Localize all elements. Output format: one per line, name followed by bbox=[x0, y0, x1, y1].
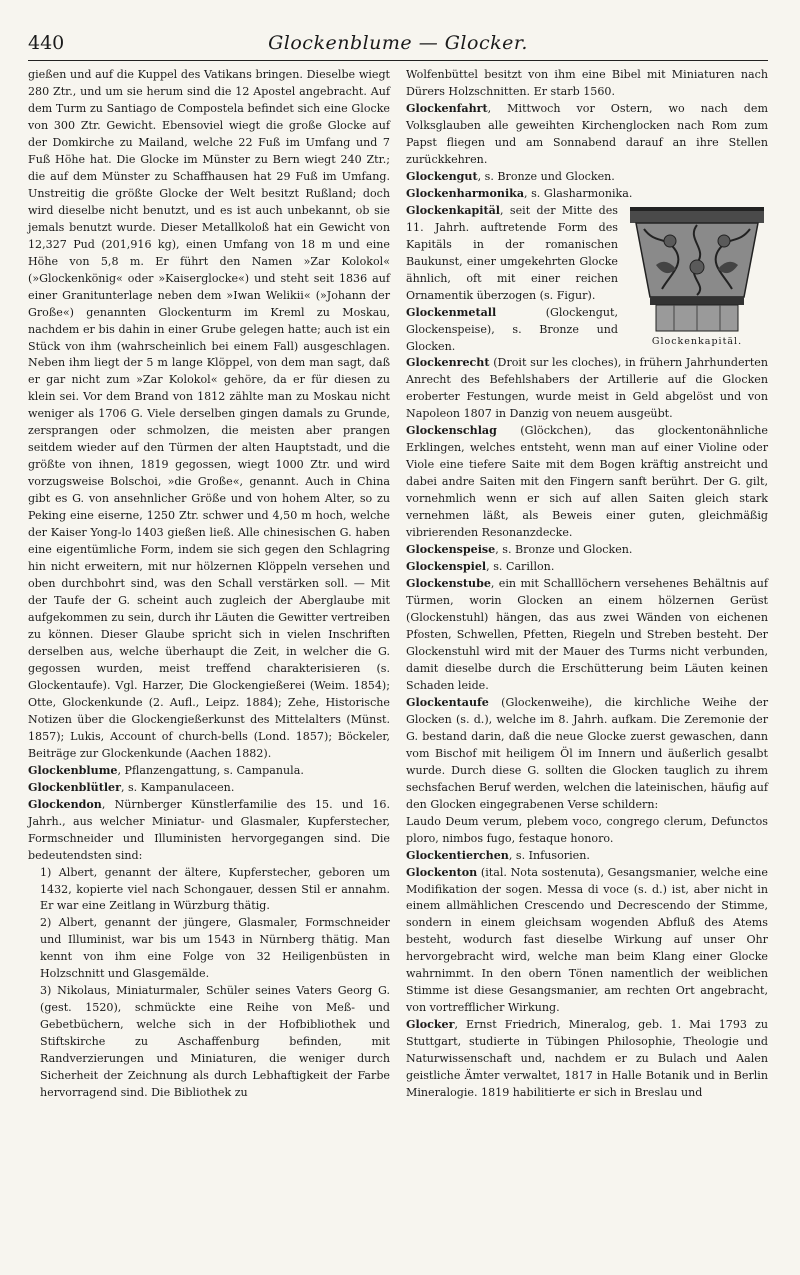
entry-headword: Glockenspeise bbox=[406, 543, 496, 557]
entry-headword: Glockenblume bbox=[28, 763, 118, 777]
entry-headword: Glockenspiel bbox=[406, 560, 487, 574]
dictionary-entry bbox=[406, 865, 768, 1018]
entry-headword: Glockentierchen bbox=[406, 848, 509, 862]
dictionary-entry bbox=[406, 423, 768, 542]
entry-text: , Nürnberger Künstlerfamilie des 15. und 16. Jahrh., aus welcher Miniatur- und Glasmaler, Kupferstecher, Formschneider und Illuministen hervorgegangen sind. Die bedeutendsten sind: bbox=[28, 797, 390, 862]
dictionary-entry bbox=[28, 797, 390, 865]
entry-headword: Glocker bbox=[406, 1018, 455, 1032]
entry-text: Laudo Deum verum, plebem voco, congrego clerum, Defunctos ploro, nimbos fugo, festaque honoro. bbox=[406, 814, 768, 845]
entry-headword: Glockenmetall bbox=[406, 305, 497, 319]
entry-headword: Glockenschlag bbox=[406, 424, 497, 438]
dictionary-entry bbox=[406, 169, 768, 186]
dictionary-entry bbox=[406, 186, 768, 203]
entry-text: (Glockenweihe), die kirchliche Weihe der Glocken (s. d.), welche im 8. Jahrh. aufkam. Die Zeremonie der G. bestand darin, daß die neue Glocke zuerst gewaschen, dann vom Bischof mit heiligem Öl im Innern und äußerlich gesalbt wurde. Durch diese G. sollten die Glocken tauglich zu ihrem sechsfachen Beruf werden, welchen die lateinischen, häufig auf den Glocken eingegrabenen Verse schildern: bbox=[406, 695, 768, 811]
entry-text: (Glöckchen), das glockentonähnliche Erklingen, welches entsteht, wenn man auf einer Violine oder Viole eine tiefere Saite mit dem Bogen kräftig anstreicht und dabei andre Saiten mit den Fingern sanft berührt. Der G. gilt, vornehmlich wenn er sich auf allen Saiten gleich stark vernehmen läßt, als Beweis einer guten, gleichmäßig vibrierenden Resonanzdecke. bbox=[406, 424, 768, 540]
page-header bbox=[28, 30, 768, 61]
page-number: 440 bbox=[28, 32, 65, 54]
figure-caption: Glockenkapitäl. bbox=[651, 335, 743, 347]
entry-text: 3) Nikolaus, Miniaturmaler, Schüler seines Vaters Georg G. (gest. 1520), schmückte eine Reihe von Meß- und Gebetbüchern, welche sich in der Hofbibliothek und Stiftskirche zu Aschaffenburg befinden, mit Randverzierungen und Miniaturen, die weniger durch Sicherheit der Zeichnung als durch Lebhaftigkeit der Farbe hervorragend sind. Die Bibliothek zu bbox=[40, 984, 390, 1100]
left-column bbox=[28, 67, 390, 1102]
entry-headword: Glockengut bbox=[406, 169, 478, 183]
entry-text: (Droit sur les cloches), in frühern Jahrhunderten Anrecht des Befehlshabers der Artillerie auf die Glocken eroberter Festungen, wurde meist in Geld abgelöst und von Napoleon 1807 in Danzig von neuem ausgeübt. bbox=[406, 356, 768, 421]
entry-headword: Glockenfahrt bbox=[406, 101, 488, 115]
capital-figure bbox=[626, 205, 768, 350]
text-paragraph bbox=[28, 865, 390, 916]
entry-headword: Glockenharmonika bbox=[406, 186, 525, 200]
entry-text: , s. Infusorien. bbox=[508, 848, 590, 862]
text-paragraph bbox=[406, 814, 768, 848]
entry-text: (ital. Nota sostenuta), Gesangsmanier, welche eine Modifikation der sogen. Messa di voce (s. d.) ist, aber nicht in einem allmählichen Crescendo und Decrescendo der Stimme, sondern in einem gleichsam wogenden Abfluß des Atems besteht, wodurch fast dieselbe Wirkung auf unser Ohr hervorgebracht wird, welche man beim Klang einer Glocke wahrnimmt. In den obern Tönen namentlich der weiblichen Stimme ist diese Gesangsmanier, am rechten Ort angebracht, von vortrefflicher Wirkung. bbox=[406, 865, 768, 1015]
right-column bbox=[406, 67, 768, 1102]
text-paragraph bbox=[406, 67, 768, 101]
entry-headword: Glockenrecht bbox=[406, 356, 490, 370]
dictionary-entry bbox=[406, 695, 768, 814]
dictionary-entry bbox=[28, 780, 390, 797]
entry-headword: Glockenton bbox=[406, 865, 478, 879]
entry-text: , s. Bronze und Glocken. bbox=[477, 169, 615, 183]
dictionary-entry bbox=[406, 848, 768, 865]
entry-text: , s. Bronze und Glocken. bbox=[495, 543, 633, 557]
entry-text: , Mittwoch vor Ostern, wo nach dem Volksglauben alle geweihten Kirchenglocken nach Rom zum Papst fliegen und am Sonnabend darauf an ihre Stellen zurückkehren. bbox=[406, 101, 768, 166]
dictionary-entry bbox=[406, 559, 768, 576]
entry-text: Wolfenbüttel besitzt von ihm eine Bibel mit Miniaturen nach Dürers Holzschnitten. Er starb 1560. bbox=[406, 68, 768, 98]
dictionary-entry bbox=[406, 355, 768, 423]
entry-headword: Glockentaufe bbox=[406, 695, 489, 709]
text-columns bbox=[28, 67, 768, 1102]
entry-text: 2) Albert, genannt der jüngere, Glasmaler, Formschneider und Illuminist, war bis um 1543 in Nürnberg thätig. Man kennt von ihm eine Folge von 32 Heiligenbüsten in Holzschnitt und Glasgemälde. bbox=[40, 916, 390, 981]
running-head: Glockenblume — Glocker. bbox=[268, 32, 528, 54]
entry-text: , Pflanzengattung, s. Campanula. bbox=[117, 763, 304, 777]
entry-text: , seit der Mitte des 11. Jahrh. auftretende Form des Kapitäls in der romanischen Baukunst, einer umgekehrten Glocke ähnlich, oft mit einer reichen Ornamentik überzogen (s. Figur). bbox=[406, 203, 618, 302]
entry-headword: Glockendon bbox=[28, 797, 102, 811]
entry-text: , s. Carillon. bbox=[486, 560, 555, 574]
entry-text: , s. Kampanulaceen. bbox=[120, 780, 235, 794]
dictionary-entry bbox=[406, 1017, 768, 1102]
entry-text: , s. Glasharmonika. bbox=[524, 186, 633, 200]
entry-text: gießen und auf die Kuppel des Vatikans bringen. Dieselbe wiegt 280 Ztr., und um sie herum sind die 12 Apostel angebracht. Auf dem Turm zu Santiago de Compostela befindet sich eine Glocke von 300 Ztr. Gewicht. Ebensoviel wiegt die große Glocke auf der Domkirche zu Mailand, welche 22 Fuß im Umfang und 7 Fuß Höhe hat. Die Glocke im Münster zu Bern wiegt 240 Ztr.; die auf dem Münster zu Schaffhausen hat 29 Fuß im Umfang. Unstreitig die größte Glocke der Welt besitzt Rußland; doch wird dieselbe nicht benutzt, und es ist auch unbekannt, ob sie jemals benutzt wurde. Dieser Metallkoloß hat ein Gewicht von 12,327 Pud (201,916 kg), einen Umfang von 18 m und eine Höhe von 5,8 m. Er führt den Namen »Zar Kolokol« (»Glockenkönig« oder »Kaiserglocke«) und steht seit 1836 auf einer Granitunterlage neben dem »Iwan Welikii« (»Johann der Große«) genannten Glockenturm im Kreml zu Moskau, nachdem er bis dahin in einer Grube gelegen hatte; auch ist ein Stück von ihm (wahrscheinlich bei einem Fall) ausgeschlagen. Neben ihm liegt der 5 m lange Klöppel, von dem man sagt, daß er gar nicht zum »Zar Kolokol« gehöre, da er für diesen zu klein sei. Vor dem Brand von 1812 zählte man zu Moskau nicht weniger als 1706 G. Viele derselben gingen damals zu Grunde, zersprangen oder schmolzen, die meisten aber prangen seitdem wieder auf den Türmen der alten Hauptstadt, und die größte von ihnen, 1819 gegossen, wiegt 1000 Ztr. und wird vorzugsweise Bolschoi, »die Große«, genannt. Auch in China gibt es G. von ansehnlicher Größe und von hohem Alter, so zu Peking eine eiserne, 1250 Ztr. schwer und 4,50 m hoch, welche der Kaiser Yong-lo 1403 gießen ließ. Alle chinesischen G. haben eine eigentümliche Form, indem sie sich gegen den Schlagring hin nicht erweitern, mit nur hölzernen Klöppeln versehen und oben durchbohrt sind, was den Schall verstärken soll. — Mit der Taufe der G. scheint auch zugleich der Aberglaube mit aufgekommen zu sein, durch ihr Läuten die Gewitter vertreiben zu können. Dieser Glaube spricht sich in vielen Inschriften derselben aus, welche überhaupt die Zeit, in welcher die G. gegossen wurden, meist treffend charakterisieren (s. Glockentaufe). Vgl. Harzer, Die Glockengießerei (Weim. 1854); Otte, Glockenkunde (2. Aufl., Leipz. 1884); Zehe, Historische Notizen über die Glockengießerkunst des Mittelalters (Münst. 1857); Lukis, Account of church-bells (Lond. 1857); Böckeler, Beiträge zur Glockenkunde (Aachen 1882). bbox=[28, 68, 390, 760]
entry-text: , ein mit Schalllöchern versehenes Behältnis auf Türmen, worin Glocken an einem hölzernen Gerüst (Glockenstuhl) hängen, das aus zwei Wänden von eichenen Pfosten, Schwellen, Pfetten, Riegeln und Streben besteht. Der Glockenstuhl wird mit der Mauer des Turms nicht verbunden, damit dieselbe durch die Erschütterung beim Läuten keinen Schaden leide. bbox=[406, 577, 768, 692]
entry-headword: Glockenkapitäl bbox=[406, 203, 501, 217]
entry-text: , Ernst Friedrich, Mineralog, geb. 1. Mai 1793 zu Stuttgart, studierte in Tübingen Philosophie, Theologie und Naturwissenschaft und, nachdem er zu Bulach und Aalen geistliche Ämter verwaltet, 1817 in Halle Botanik und in Berlin Mineralogie. 1819 habilitierte er sich in Breslau und bbox=[406, 1018, 768, 1100]
text-paragraph bbox=[28, 983, 390, 1102]
dictionary-entry bbox=[406, 101, 768, 169]
text-paragraph bbox=[28, 67, 390, 763]
dictionary-entry bbox=[406, 542, 768, 559]
entry-text: (Glockengut, Glockenspeise), s. Bronze und Glocken. bbox=[406, 305, 618, 353]
dictionary-entry bbox=[28, 763, 390, 780]
entry-headword: Glockenstube bbox=[406, 577, 491, 591]
entry-headword: Glockenblütler bbox=[28, 780, 121, 794]
capital-icon bbox=[626, 205, 768, 333]
entry-text: 1) Albert, genannt der ältere, Kupferstecher, geboren um 1432, kopierte viel nach Schongauer, dessen Stil er annahm. Er war eine Zeitlang in Würzburg thätig. bbox=[40, 865, 390, 913]
text-paragraph bbox=[28, 915, 390, 983]
dictionary-entry bbox=[406, 576, 768, 695]
